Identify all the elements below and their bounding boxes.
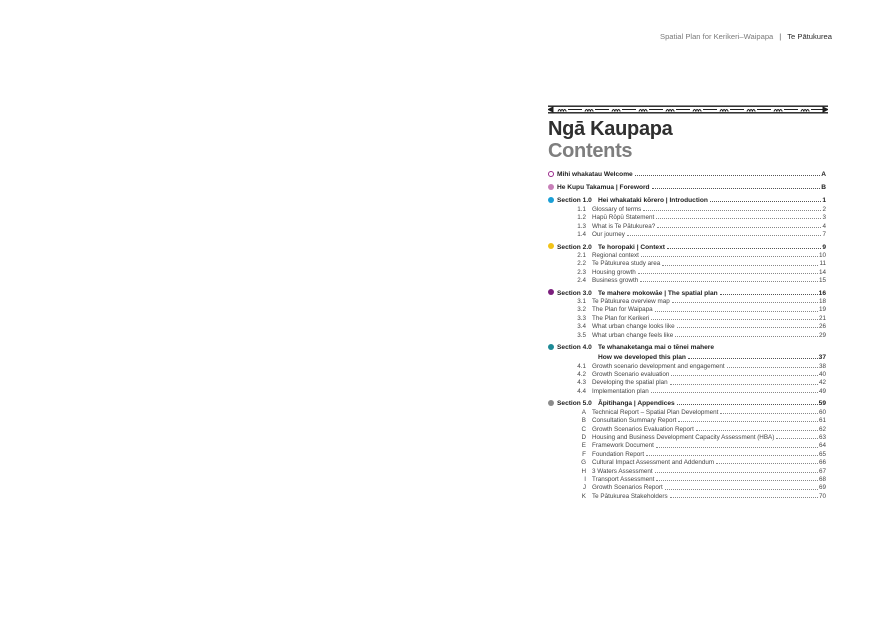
- section-title: Te whanaketanga mai o tēnei mahere: [598, 344, 715, 352]
- toc-item[interactable]: [548, 370, 826, 378]
- item-number: H: [581, 467, 586, 475]
- item-title: Te Pātukurea overview map: [592, 298, 670, 306]
- item-page: 69: [818, 484, 826, 492]
- toc-item[interactable]: [548, 361, 826, 369]
- item-page: 15: [818, 277, 826, 285]
- toc-section-5: [548, 397, 826, 499]
- dot-leader: [651, 319, 818, 320]
- section-page: 59: [818, 400, 826, 408]
- toc-item[interactable]: [548, 491, 826, 499]
- dot-leader: [651, 392, 818, 393]
- band-motif: [563, 110, 566, 112]
- item-page: 18: [818, 298, 826, 306]
- toc-item[interactable]: [548, 305, 826, 313]
- item-number: 4.3: [577, 379, 586, 387]
- dot-leader: [670, 384, 818, 385]
- toc-item[interactable]: [548, 441, 826, 449]
- section-dot-icon: [548, 289, 554, 295]
- dot-leader: [655, 472, 818, 473]
- toc-item[interactable]: [548, 213, 826, 221]
- section-label: Section 4.0: [557, 344, 592, 352]
- toc-section-4: [548, 341, 826, 395]
- dot-leader: [635, 175, 821, 176]
- section-title: Te horopaki | Context: [598, 243, 665, 251]
- item-page: 14: [818, 268, 826, 276]
- item-number: 4.2: [577, 371, 586, 379]
- contents-heading: [548, 118, 673, 162]
- toc-item[interactable]: [548, 276, 826, 284]
- toc-entry-welcome[interactable]: [548, 167, 826, 178]
- header-section-title: Te Pātukurea: [787, 32, 832, 41]
- dot-leader: [688, 358, 818, 359]
- item-number: 4.4: [577, 387, 586, 395]
- item-page: 4: [822, 222, 826, 230]
- item-number: 1.4: [577, 230, 586, 238]
- section-heading[interactable]: [548, 241, 826, 251]
- dot-leader: [646, 455, 818, 456]
- item-title: Consultation Summary Report: [592, 417, 677, 425]
- item-number: 3.2: [577, 306, 586, 314]
- decorative-pattern-band: [548, 105, 828, 114]
- item-title: Our journey: [592, 230, 625, 238]
- item-title: Growth Scenario evaluation: [592, 371, 670, 379]
- item-page: 38: [818, 362, 826, 370]
- dot-leader: [627, 235, 822, 236]
- toc-item[interactable]: [548, 433, 826, 441]
- item-page: 68: [818, 475, 826, 483]
- toc-item[interactable]: [548, 466, 826, 474]
- item-page: 42: [818, 379, 826, 387]
- band-motif: [698, 110, 701, 112]
- toc-entry-page: B: [821, 184, 826, 192]
- item-page: 26: [818, 323, 826, 331]
- section-label-wrap: [548, 290, 598, 297]
- dot-leader: [720, 413, 818, 414]
- item-page: 29: [818, 331, 826, 339]
- dot-leader: [641, 256, 818, 257]
- band-motif: [590, 110, 593, 112]
- dot-leader: [662, 265, 818, 266]
- dot-leader: [696, 430, 818, 431]
- item-number: D: [581, 433, 586, 441]
- section-label: Section 5.0: [557, 400, 592, 408]
- dot-leader: [652, 188, 821, 189]
- dot-leader: [667, 248, 821, 249]
- toc-item[interactable]: [548, 251, 826, 259]
- item-number: C: [581, 425, 586, 433]
- item-page: 62: [818, 425, 826, 433]
- item-title: Housing and Business Development Capacity Assessment (HBA): [592, 433, 775, 441]
- dot-leader: [675, 336, 818, 337]
- toc-entry-label: He Kupu Takamua | Foreword: [557, 184, 650, 192]
- header-separator: |: [779, 32, 782, 41]
- item-number: E: [581, 442, 586, 450]
- dot-leader: [727, 367, 818, 368]
- item-page: 66: [818, 459, 826, 467]
- toc-item[interactable]: [548, 475, 826, 483]
- item-title: 3 Waters Assessment: [592, 467, 653, 475]
- section-label-wrap: [548, 197, 598, 204]
- section-page: 16: [818, 289, 826, 297]
- section-title-wrap: [598, 197, 826, 204]
- toc-item[interactable]: [548, 221, 826, 229]
- section-heading[interactable]: [548, 287, 826, 297]
- item-title: Growth scenario development and engagement: [592, 362, 725, 370]
- band-end-left: [548, 107, 553, 112]
- item-number: 3.3: [577, 314, 586, 322]
- dot-leader: [776, 438, 818, 439]
- item-title: What urban change looks like: [592, 323, 675, 331]
- dot-leader: [716, 463, 818, 464]
- toc-entry-page: A: [821, 171, 826, 178]
- section-dot-icon: [548, 344, 554, 350]
- dot-leader: [656, 480, 818, 481]
- item-number: G: [581, 459, 586, 467]
- item-number: J: [582, 484, 586, 492]
- section-heading[interactable]: [548, 194, 826, 204]
- item-title: Growth Scenarios Report: [592, 484, 663, 492]
- item-title: Te Pātukurea Stakeholders: [592, 492, 668, 500]
- dot-leader: [670, 497, 818, 498]
- section-title-wrap: [598, 290, 826, 297]
- item-page: 65: [818, 450, 826, 458]
- item-number: 3.4: [577, 323, 586, 331]
- toc-item[interactable]: [548, 416, 826, 424]
- dot-leader: [720, 294, 818, 295]
- document-title: Spatial Plan for Kerikeri–Waipapa: [660, 32, 774, 41]
- item-number: B: [581, 417, 586, 425]
- item-number: 1.2: [577, 214, 586, 222]
- item-number: K: [581, 492, 586, 500]
- item-title: The Plan for Kerikeri: [592, 314, 650, 322]
- item-page: 19: [818, 306, 826, 314]
- toc-entry-label: Mihi whakatau Welcome: [557, 171, 633, 178]
- item-title: The Plan for Waipapa: [592, 306, 653, 314]
- item-number: 3.1: [577, 298, 586, 306]
- toc-section-2: [548, 241, 826, 285]
- item-page: 60: [818, 408, 826, 416]
- item-page: 67: [818, 467, 826, 475]
- section-label: Section 3.0: [557, 289, 592, 297]
- section-title: Te mahere mokowāe | The spatial plan: [598, 289, 718, 297]
- section-page: 1: [822, 197, 826, 205]
- item-number: 2.3: [577, 268, 586, 276]
- section-title-wrap: [598, 344, 826, 351]
- dot-leader: [643, 210, 821, 211]
- dot-leader: [655, 311, 818, 312]
- section-title-wrap: [598, 244, 826, 251]
- item-page: 11: [819, 260, 826, 268]
- dot-leader: [677, 327, 818, 328]
- dot-leader: [678, 421, 818, 422]
- band-motif: [671, 110, 674, 112]
- item-number: 1.1: [577, 205, 586, 213]
- toc-item[interactable]: [548, 483, 826, 491]
- dot-leader: [677, 404, 818, 405]
- section-label: Section 2.0: [557, 243, 592, 251]
- section-title-wrap: [598, 354, 826, 361]
- item-title: Hapū Rōpū Statement: [592, 214, 655, 222]
- toc-item[interactable]: [548, 230, 826, 238]
- section-label: Section 1.0: [557, 197, 592, 205]
- item-title: Te Pātukurea study area: [592, 260, 661, 268]
- toc-section-3: [548, 287, 826, 339]
- dot-leader: [672, 302, 818, 303]
- dot-leader: [665, 489, 818, 490]
- section-title: Āpitihanga | Appendices: [598, 400, 675, 408]
- item-title: What urban change feels like: [592, 331, 674, 339]
- band-motif: [752, 110, 755, 112]
- section-heading[interactable]: [548, 397, 826, 407]
- toc-item[interactable]: [548, 449, 826, 457]
- item-title: Foundation Report: [592, 450, 645, 458]
- item-number: 1.3: [577, 222, 586, 230]
- section-page: 37: [818, 354, 826, 362]
- toc-item[interactable]: [548, 330, 826, 338]
- item-number: 3.5: [577, 331, 586, 339]
- section-label-wrap: [548, 344, 598, 351]
- item-title: Business growth: [592, 277, 639, 285]
- item-number: 4.1: [577, 362, 586, 370]
- toc-section-1: [548, 194, 826, 238]
- item-page: 49: [818, 387, 826, 395]
- toc-item[interactable]: [548, 378, 826, 386]
- section-title-wrap: [598, 400, 826, 407]
- section-dot-icon: [548, 400, 554, 406]
- running-header: [660, 32, 832, 41]
- item-number: A: [581, 408, 586, 416]
- toc-item[interactable]: [548, 259, 826, 267]
- item-number: I: [584, 475, 586, 483]
- table-of-contents: [548, 167, 826, 502]
- foreword-dot-icon: [548, 184, 554, 190]
- item-page: 64: [818, 442, 826, 450]
- section-heading[interactable]: [548, 341, 826, 351]
- item-title: Growth Scenarios Evaluation Report: [592, 425, 694, 433]
- toc-item[interactable]: [548, 204, 826, 212]
- section-title: Hei whakataki kōrero | Introduction: [598, 197, 708, 205]
- toc-item[interactable]: [548, 407, 826, 415]
- item-title: Regional context: [592, 251, 639, 259]
- dot-leader: [640, 281, 818, 282]
- item-page: 40: [818, 371, 826, 379]
- section-page: 9: [822, 243, 826, 251]
- dot-leader: [710, 201, 821, 202]
- item-page: 21: [818, 314, 826, 322]
- item-page: 63: [818, 433, 826, 441]
- section-dot-icon: [548, 243, 554, 249]
- band-motif: [725, 110, 728, 112]
- item-title: What is Te Pātukurea?: [592, 222, 656, 230]
- item-title: Technical Report – Spatial Plan Development: [592, 408, 719, 416]
- band-motif: [617, 110, 620, 112]
- dot-leader: [656, 218, 821, 219]
- toc-item[interactable]: [548, 297, 826, 305]
- section-heading-line2[interactable]: [548, 351, 826, 361]
- item-title: Housing growth: [592, 268, 636, 276]
- toc-item[interactable]: [548, 386, 826, 394]
- heading-maori: Ngā Kaupapa: [548, 118, 673, 140]
- band-motif: [644, 110, 647, 112]
- item-page: 7: [822, 230, 826, 238]
- heading-english: Contents: [548, 140, 633, 162]
- toc-item[interactable]: [548, 313, 826, 321]
- welcome-dot-icon: [548, 171, 554, 177]
- toc-entry-foreword[interactable]: [548, 180, 826, 191]
- item-number: 2.4: [577, 277, 586, 285]
- item-title: Developing the spatial plan: [592, 379, 668, 387]
- band-motif: [806, 110, 809, 112]
- dot-leader: [638, 273, 818, 274]
- item-title: Implementation plan: [592, 387, 649, 395]
- section-dot-icon: [548, 197, 554, 203]
- item-page: 70: [818, 492, 826, 500]
- dot-leader: [656, 447, 818, 448]
- dot-leader: [657, 227, 821, 228]
- item-number: F: [582, 450, 586, 458]
- item-page: 2: [822, 205, 826, 213]
- dot-leader: [671, 375, 818, 376]
- item-page: 3: [822, 214, 826, 222]
- item-page: 10: [818, 251, 826, 259]
- item-page: 61: [818, 417, 826, 425]
- section-title-line2: How we developed this plan: [598, 354, 686, 362]
- section-label-wrap: [548, 244, 598, 251]
- item-number: 2.1: [577, 251, 586, 259]
- toc-item[interactable]: [548, 267, 826, 275]
- item-title: Framework Document: [592, 442, 654, 450]
- item-number: 2.2: [577, 260, 586, 268]
- item-title: Cultural Impact Assessment and Addendum: [592, 459, 715, 467]
- toc-item[interactable]: [548, 458, 826, 466]
- section-label-wrap: [548, 400, 598, 407]
- toc-item[interactable]: [548, 322, 826, 330]
- toc-item[interactable]: [548, 424, 826, 432]
- item-title: Glossary of terms: [592, 205, 642, 213]
- band-motif: [779, 110, 782, 112]
- item-title: Transport Assessment: [592, 475, 655, 483]
